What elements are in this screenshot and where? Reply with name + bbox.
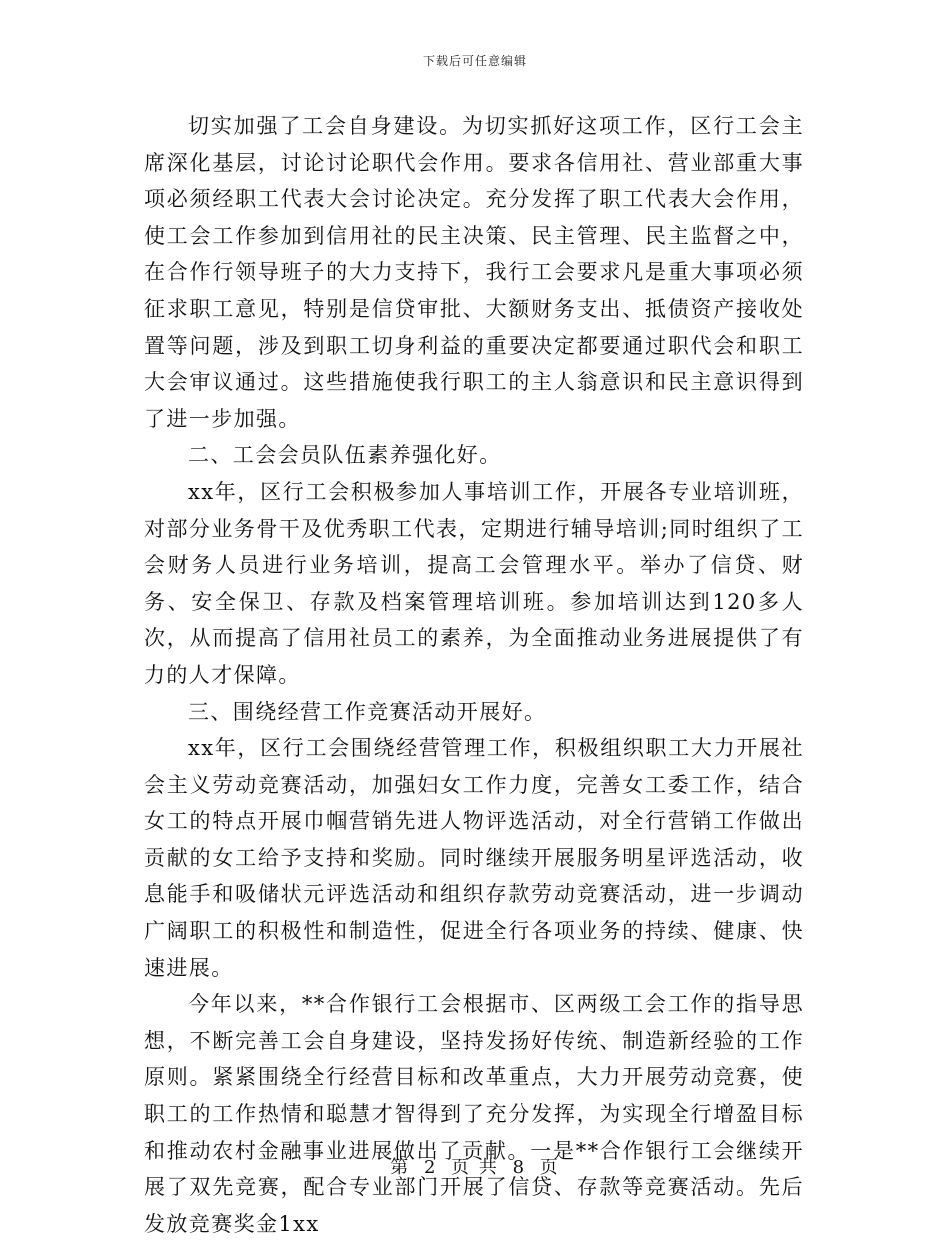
document-body: [144, 108, 804, 1242]
paragraph-this-year: 今年以来，**合作银行工会根据市、区两级工会工作的指导思想，不断完善工会自身建设，坚持发扬好传统、制造新经验的工作原则。紧紧围绕全行经营目标和改革重点，大力开展劳动竞赛，使职工的工作热情和聪慧才智得到了充分发挥，为实现全行增盈目标和推动农村金融事业进展做出了贡献。一是**合作银行工会继续开展了双先竞赛，配合专业部门开展了信贷、存款等竞赛活动。先后发放竞赛奖金1xx: [144, 992, 804, 1236]
footer-suffix: 页: [539, 1157, 560, 1178]
paragraph-union-self-building: 切实加强了工会自身建设。为切实抓好这项工作，区行工会主席深化基层，讨论讨论职代会作用。要求各信用社、营业部重大事项必须经职工代表大会讨论决定。充分发挥了职工代表大会作用，使工会工作参加到信用社的民主决策、民主管理、民主监督之中，在合作行领导班子的大力支持下，我行工会要求凡是重大事项必须征求职工意见，特别是信贷审批、大额财务支出、抵债资产接收处置等问题，涉及到职工切身利益的重要决定都要通过职代会和职工大会审议通过。这些措施使我行职工的主人翁意识和民主意识得到了进一步加强。: [144, 114, 804, 431]
total-pages-number: 8: [512, 1157, 527, 1178]
current-page-number: 2: [423, 1157, 438, 1178]
section-heading-member-quality: 二、工会会员队伍素养强化好。: [188, 443, 502, 468]
section-heading-competition: 三、围绕经营工作竞赛活动开展好。: [188, 699, 547, 724]
footer-prefix: 第: [390, 1157, 411, 1178]
footer-middle: 页 共: [451, 1157, 499, 1178]
header-note: 下载后可任意编辑: [422, 54, 527, 68]
paragraph-labor-competition: xx年，区行工会围绕经营管理工作，积极组织职工大力开展社会主义劳动竞赛活动，加强妇女工作力度，完善女工委工作，结合女工的特点开展巾帼营销先进人物评选活动，对全行营销工作做出贡献的女工给予支持和奖励。同时继续开展服务明星评选活动，收息能手和吸储状元评选活动和组织存款劳动竞赛活动，进一步调动广阔职工的积极性和制造性，促进全行各项业务的持续、健康、快速进展。: [144, 736, 804, 980]
page-footer: [0, 1153, 950, 1179]
paragraph-training: xx年，区行工会积极参加人事培训工作，开展各专业培训班，对部分业务骨干及优秀职工代表，定期进行辅导培训;同时组织了工会财务人员进行业务培训，提高工会管理水平。举办了信贷、财务、安全保卫、存款及档案管理培训班。参加培训达到120多人次，从而提高了信用社员工的素养，为全面推动业务进展提供了有力的人才保障。: [144, 479, 804, 687]
